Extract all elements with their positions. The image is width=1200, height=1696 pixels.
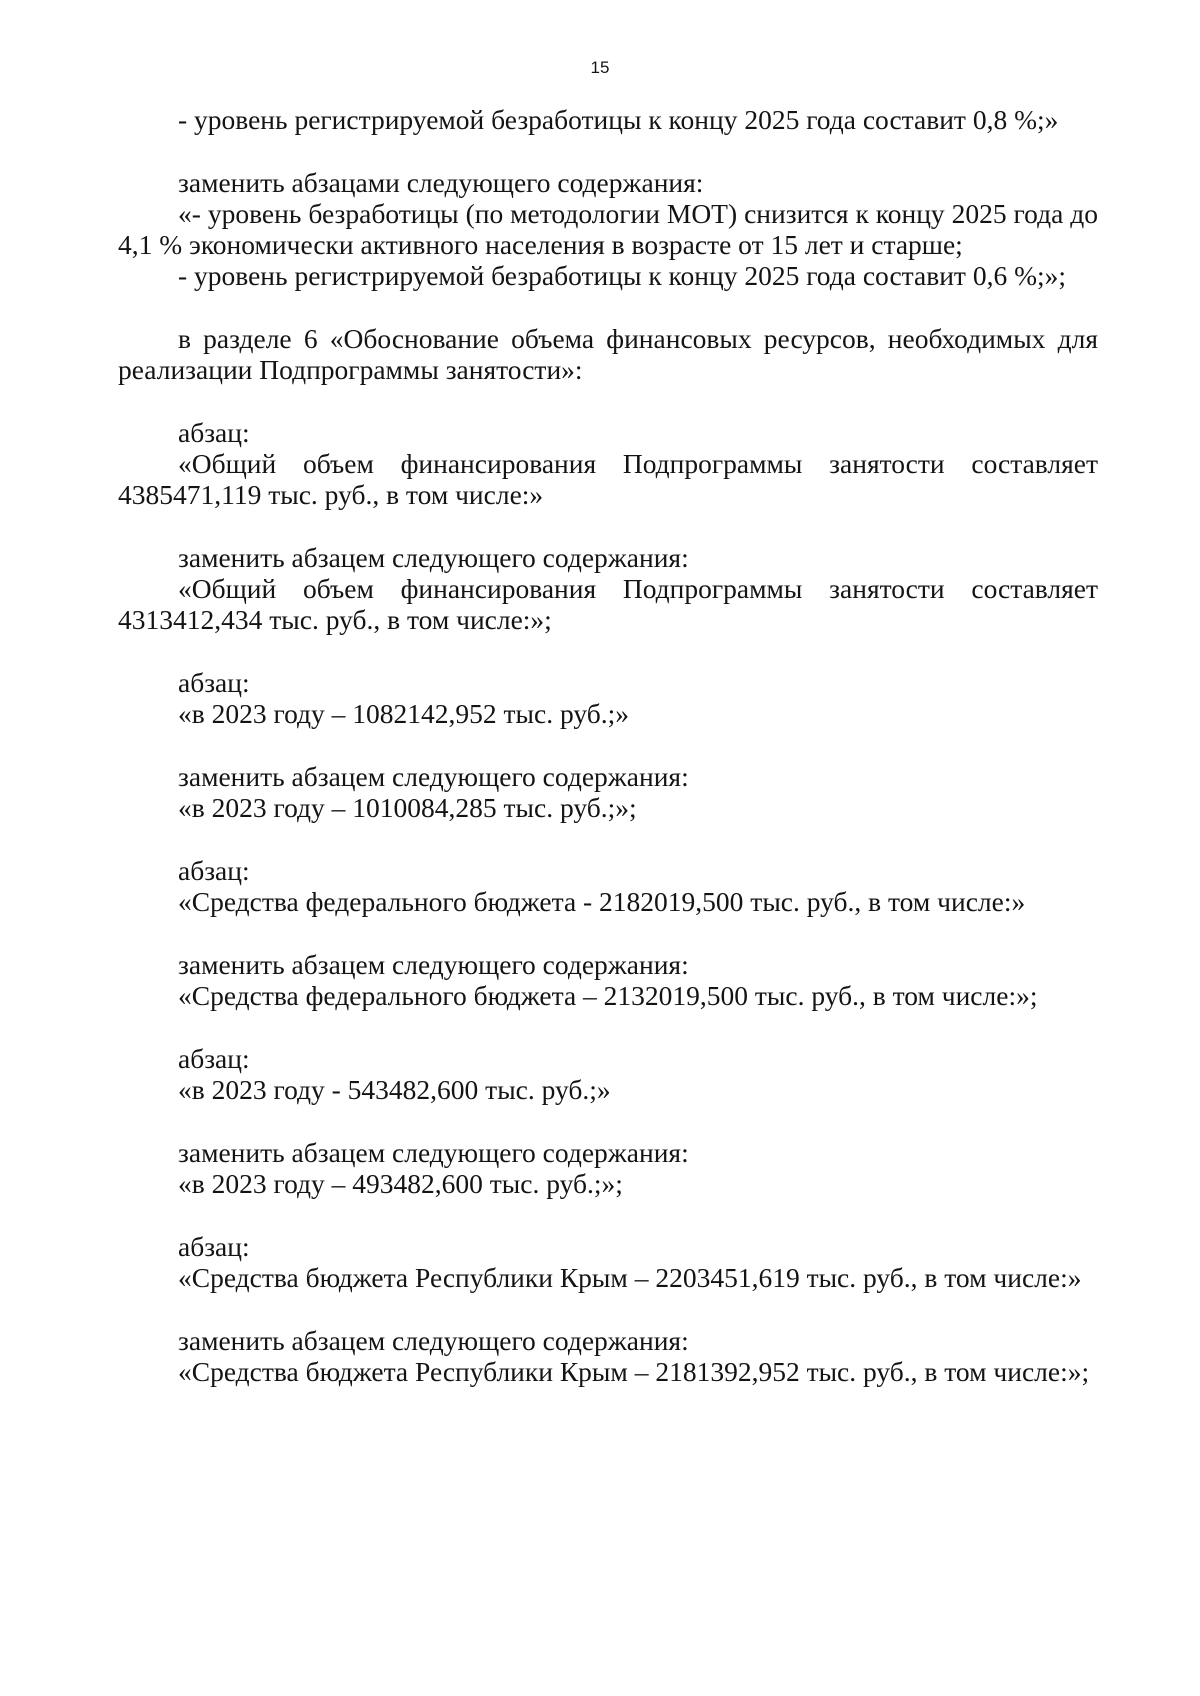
paragraph: в разделе 6 «Обоснование объема финансовых ресурсов, необходимых для реализации Подпрограммы занятости»: <box>118 323 1098 385</box>
paragraph: «Средства бюджета Республики Крым – 2181392,952 тыс. руб., в том числе:»; <box>178 1356 1090 1387</box>
paragraph: «Средства бюджета Республики Крым – 2203451,619 тыс. руб., в том числе:» <box>178 1262 1082 1293</box>
paragraph: «Средства федерального бюджета – 2132019,500 тыс. руб., в том числе:»; <box>178 980 1038 1011</box>
paragraph: заменить абзацем следующего содержания: <box>178 1137 689 1168</box>
paragraph: «в 2023 году – 1082142,952 тыс. руб.;» <box>178 698 630 729</box>
paragraph: - уровень регистрируемой безработицы к концу 2025 года составит 0,8 %;» <box>178 104 1059 135</box>
page-number: 15 <box>590 58 610 77</box>
paragraph: абзац: <box>178 667 250 698</box>
paragraph: абзац: <box>178 417 250 448</box>
paragraph: заменить абзацем следующего содержания: <box>178 1325 689 1356</box>
paragraph: «Общий объем финансирования Подпрограммы занятости составляет 4385471,119 тыс. руб., в том числе:» <box>118 448 1098 510</box>
paragraph: «Средства федерального бюджета - 2182019,500 тыс. руб., в том числе:» <box>178 886 1026 917</box>
paragraph: абзац: <box>178 1043 250 1074</box>
paragraph: заменить абзацами следующего содержания: <box>178 167 704 198</box>
paragraph: «в 2023 году - 543482,600 тыс. руб.;» <box>178 1074 611 1105</box>
paragraph: «в 2023 году – 1010084,285 тыс. руб.;»; <box>178 792 637 823</box>
paragraph: абзац: <box>178 855 250 886</box>
paragraph: «- уровень безработицы (по методологии МОТ) снизится к концу 2025 года до 4,1 % экономически активного населения в возрасте от 15 лет и старше; <box>118 198 1098 260</box>
paragraph: заменить абзацем следующего содержания: <box>178 949 689 980</box>
paragraph: заменить абзацем следующего содержания: <box>178 761 689 792</box>
paragraph: «Общий объем финансирования Подпрограммы занятости составляет 4313412,434 тыс. руб., в том числе:»; <box>118 573 1098 635</box>
paragraph: заменить абзацем следующего содержания: <box>178 542 689 573</box>
paragraph: - уровень регистрируемой безработицы к концу 2025 года составит 0,6 %;»; <box>178 260 1067 291</box>
paragraph: абзац: <box>178 1231 250 1262</box>
paragraph: «в 2023 году – 493482,600 тыс. руб.;»; <box>178 1168 623 1199</box>
document-body <box>118 104 1098 1387</box>
